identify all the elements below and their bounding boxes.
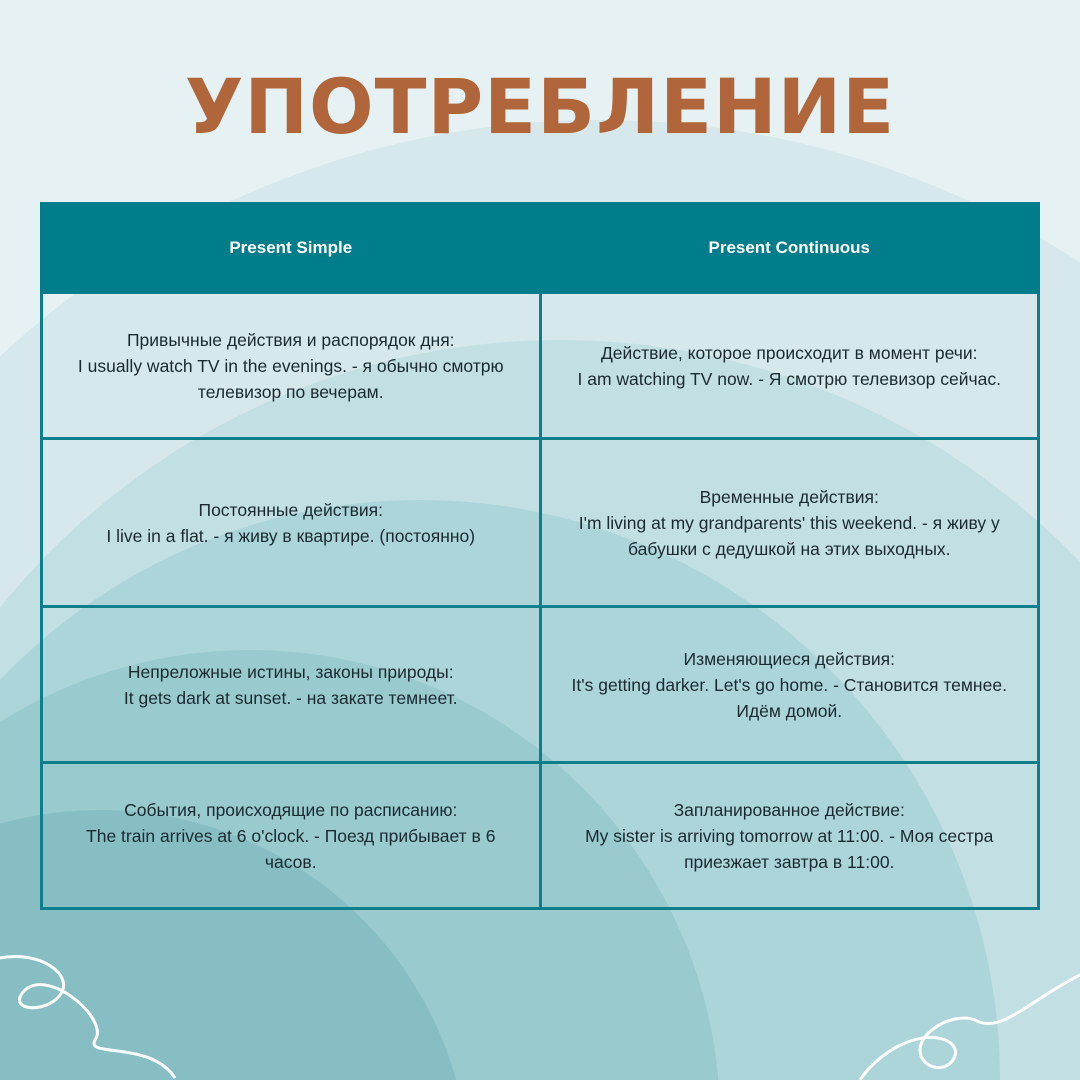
cell-example: It's getting darker. Let's go home. - Становится темнее. Идём домой. — [571, 674, 1007, 721]
cell-heading: Изменяющиеся действия: — [683, 648, 896, 669]
table-cell-simple — [42, 293, 541, 439]
cell-heading: Запланированное действие: — [673, 799, 905, 820]
column-header-present-continuous: Present Continuous — [540, 204, 1039, 293]
table-row — [42, 763, 1039, 909]
cell-example: I am watching TV now. - Я смотрю телевизор сейчас. — [577, 368, 1001, 389]
table-cell-continuous — [540, 293, 1039, 439]
cell-example: I'm living at my grandparents' this weekend. - я живу у бабушки с дедушкой на этих выходных. — [578, 512, 1000, 559]
table-cell-simple — [42, 607, 541, 763]
cell-example: My sister is arriving tomorrow at 11:00. - Моя сестра приезжает завтра в 11:00. — [585, 825, 994, 872]
table-cell-continuous — [540, 763, 1039, 909]
cell-heading: Привычные действия и распорядок дня: — [126, 329, 455, 350]
table-cell-continuous — [540, 439, 1039, 607]
table-row — [42, 293, 1039, 439]
cell-heading: События, происходящие по расписанию: — [124, 799, 458, 820]
cell-example: The train arrives at 6 o'clock. - Поезд прибывает в 6 часов. — [86, 825, 496, 872]
cell-heading: Действие, которое происходит в момент речи: — [600, 342, 978, 363]
usage-table — [40, 202, 1040, 910]
cell-heading: Непреложные истины, законы природы: — [127, 661, 454, 682]
table-row — [42, 439, 1039, 607]
cell-heading: Временные действия: — [699, 486, 879, 507]
cell-heading: Постоянные действия: — [198, 499, 383, 520]
table-cell-simple — [42, 439, 541, 607]
column-header-present-simple: Present Simple — [42, 204, 541, 293]
cell-example: I live in a flat. - я живу в квартире. (постоянно) — [106, 525, 476, 546]
table-row — [42, 607, 1039, 763]
table-header-row — [42, 204, 1039, 293]
table-cell-simple — [42, 763, 541, 909]
table-cell-continuous — [540, 607, 1039, 763]
cell-example: I usually watch TV in the evenings. - я обычно смотрю телевизор по вечерам. — [77, 355, 504, 402]
cell-example: It gets dark at sunset. - на закате темнеет. — [123, 687, 458, 708]
page-title: УПОТРЕБЛЕНИЕ — [184, 62, 896, 151]
